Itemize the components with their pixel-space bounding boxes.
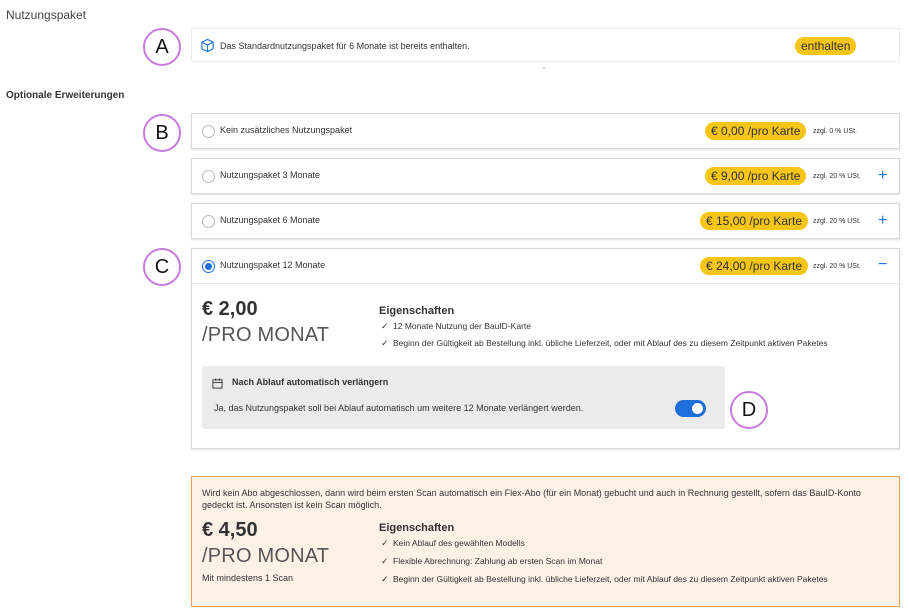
section-title-optional-extensions: Optionale Erweiterungen (6, 90, 125, 101)
option-price: € 15,00 /pro Karte (700, 212, 808, 230)
annotation-marker-b: B (143, 114, 181, 152)
included-badge: enthalten (795, 37, 856, 55)
option-price: € 0,00 /pro Karte (705, 122, 806, 140)
check-icon: ✓ (381, 538, 389, 548)
flex-property-item: ✓ Flexible Abrechnung: Zahlung ab ersten Scan im Monat (381, 556, 603, 566)
flex-property-item: ✓ Kein Ablauf des gewählten Modells (381, 538, 525, 548)
property-item: ✓ 12 Monate Nutzung der BauID-Karte (381, 321, 531, 331)
option-radio-selected[interactable] (202, 260, 215, 273)
option-label: Kein zusätzliches Nutzungspaket (220, 125, 353, 135)
option-header[interactable] (192, 249, 899, 284)
flex-property-item: ✓ Beginn der Gültigkeit ab Bestellung inkl. übliche Lieferzeit, oder mit Ablauf des zu diesem Zeitpunkt aktiven Paketes (381, 574, 828, 584)
option-vat: zzgl. 20 % USt. (813, 263, 861, 270)
divider-dot (543, 67, 545, 69)
check-icon: ✓ (381, 556, 389, 566)
check-icon: ✓ (381, 321, 389, 331)
auto-renew-text: Ja, das Nutzungspaket soll bei Ablauf automatisch um weitere 12 Monate verlängert werden. (214, 403, 584, 413)
option-price: € 9,00 /pro Karte (705, 167, 806, 185)
option-package-12-months[interactable] (191, 248, 900, 449)
flex-properties-title: Eigenschaften (379, 522, 455, 534)
auto-renew-box (202, 366, 725, 429)
option-package-6-months[interactable] (191, 203, 900, 239)
option-no-package[interactable] (191, 113, 900, 149)
option-radio[interactable] (202, 215, 215, 228)
per-month-label: /PRO MONAT (202, 324, 330, 346)
collapse-minus-icon[interactable]: − (878, 256, 888, 273)
annotation-marker-c: C (143, 248, 181, 286)
properties-title: Eigenschaften (379, 305, 455, 317)
flex-min-scan-note: Mit mindestens 1 Scan (202, 573, 294, 583)
option-radio[interactable] (202, 125, 215, 138)
flex-per-month-label: /PRO MONAT (202, 545, 330, 567)
annotation-marker-d: D (730, 391, 768, 429)
cube-icon (200, 38, 215, 58)
option-label: Nutzungspaket 3 Monate (220, 170, 321, 180)
check-icon: ✓ (381, 574, 389, 584)
property-item: ✓ Beginn der Gültigkeit ab Bestellung inkl. übliche Lieferzeit, oder mit Ablauf des zu diesem Zeitpunkt aktiven Paketes (381, 338, 828, 348)
auto-renew-title: Nach Ablauf automatisch verlängern (232, 377, 389, 387)
option-label: Nutzungspaket 6 Monate (220, 215, 321, 225)
included-package-card (191, 28, 900, 62)
annotation-marker-a: A (143, 28, 181, 66)
option-vat: zzgl. 20 % USt. (813, 218, 861, 225)
flex-price: € 4,50 (202, 519, 258, 541)
option-vat: zzgl. 20 % USt. (813, 173, 861, 180)
expand-plus-icon[interactable]: + (878, 167, 888, 184)
option-label: Nutzungspaket 12 Monate (220, 260, 326, 270)
option-price: € 24,00 /pro Karte (700, 257, 808, 275)
flex-subscription-box (191, 476, 900, 607)
auto-renew-toggle[interactable] (675, 400, 706, 417)
calendar-icon (212, 376, 223, 394)
section-title-usage-package: Nutzungspaket (6, 8, 87, 22)
flex-notice: Wird kein Abo abgeschlossen, dann wird beim ersten Scan automatisch ein Flex-Abo (für ein Monat) gebucht und auch in Rechnung gestellt, sofern das BauID-Konto gedeckt ist. Ansonsten ist kein Scan möglich. (202, 488, 861, 510)
included-package-text: Das Standardnutzungspaket für 6 Monate ist bereits enthalten. (220, 41, 470, 51)
monthly-price: € 2,00 (202, 298, 258, 320)
option-package-3-months[interactable] (191, 158, 900, 194)
check-icon: ✓ (381, 338, 389, 348)
option-radio[interactable] (202, 170, 215, 183)
expand-plus-icon[interactable]: + (878, 212, 888, 229)
option-vat: zzgl. 0 % USt. (813, 128, 857, 135)
